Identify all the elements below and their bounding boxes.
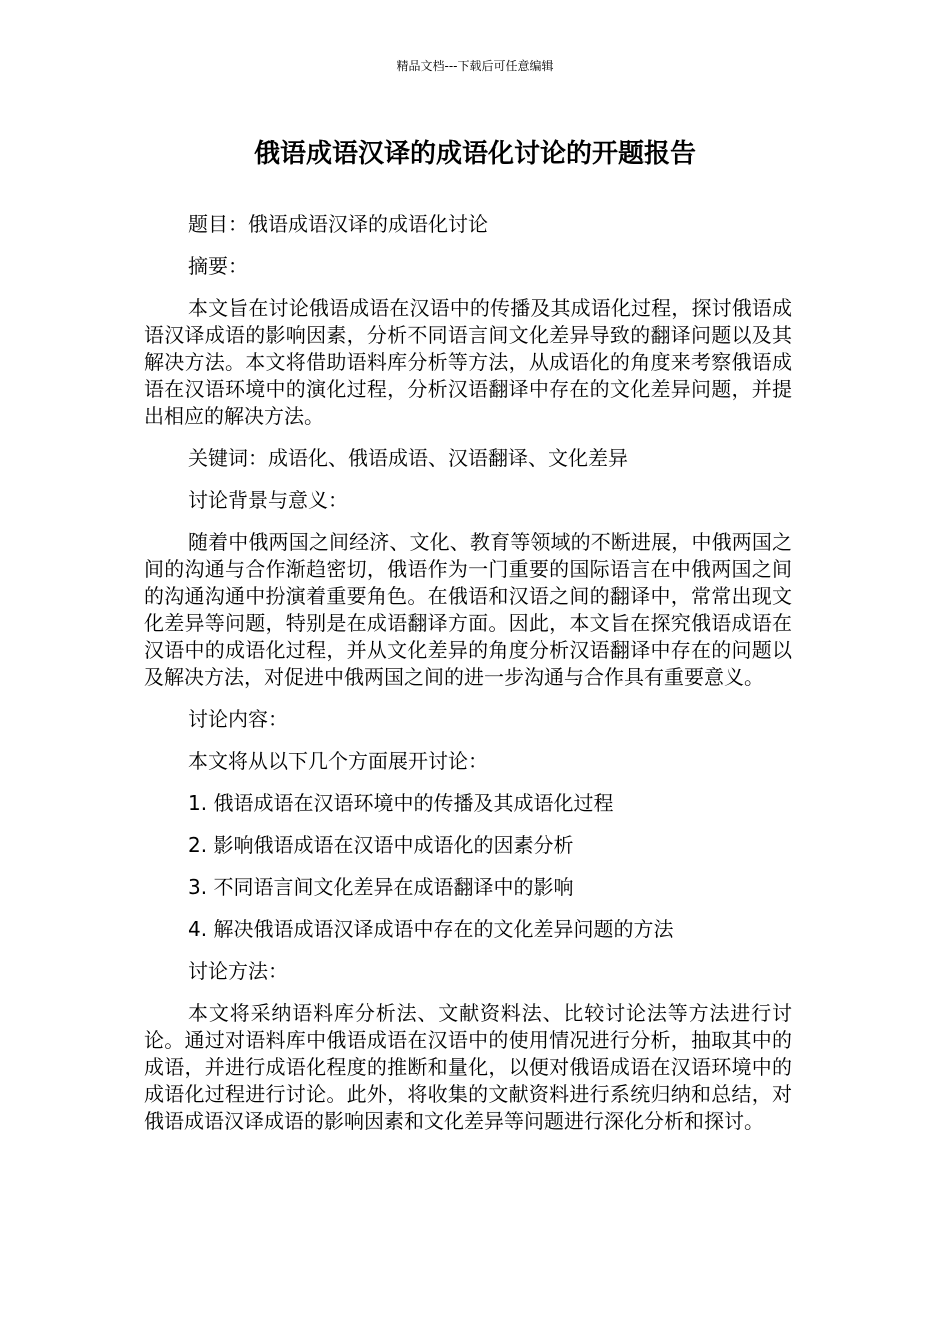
abstract-label: 摘要： [188,254,248,278]
document-title: 俄语成语汉译的成语化讨论的开题报告 [253,139,696,169]
background-paragraph: 随着中俄两国之间经济、文化、教育等领域的不断进展，中俄两国之间的沟通与合作渐趋密切，俄语作为一门重要的国际语言在中俄两国之间的沟通沟通中扮演着重要角色。在俄语和汉语之间的翻译中，常常出现文化差异等问题，特别是在成语翻译方面。因此，本文旨在探究俄语成语在汉语中的成语化过程，并从文化差异的角度分析汉语翻译中存在的问题以及解决方法，对促进中俄两国之间的进一步沟通与合作具有重要意义。 [144,530,792,689]
content-list-item: 1. 俄语成语在汉语环境中的传播及其成语化过程 [188,791,614,815]
content-label: 讨论内容： [188,707,288,731]
header-note: 精品文档---下载后可任意编辑 [396,59,554,73]
method-label: 讨论方法： [188,959,288,983]
abstract-paragraph: 本文旨在讨论俄语成语在汉语中的传播及其成语化过程，探讨俄语成语汉译成语的影响因素，分析不同语言间文化差异导致的翻译问题以及其解决方法。本文将借助语料库分析等方法，从成语化的角度来考察俄语成语在汉语环境中的演化过程，分析汉语翻译中存在的文化差异问题，并提出相应的解决方法。 [144,296,792,428]
content-intro: 本文将从以下几个方面展开讨论： [188,749,488,773]
keywords-line: 关键词：成语化、俄语成语、汉语翻译、文化差异 [188,446,628,470]
document-body [144,211,792,1150]
content-list-item: 4. 解决俄语成语汉译成语中存在的文化差异问题的方法 [188,917,674,941]
content-list-item: 2. 影响俄语成语在汉语中成语化的因素分析 [188,833,574,857]
method-paragraph: 本文将采纳语料库分析法、文献资料法、比较讨论法等方法进行讨论。通过对语料库中俄语成语在汉语中的使用情况进行分析，抽取其中的成语，并进行成语化程度的推断和量化，以便对俄语成语在汉语环境中的成语化过程进行讨论。此外，将收集的文献资料进行系统归纳和总结，对俄语成语汉译成语的影响因素和文化差异等问题进行深化分析和探讨。 [144,1001,792,1133]
content-list-item: 3. 不同语言间文化差异在成语翻译中的影响 [188,875,574,899]
topic-line: 题目：俄语成语汉译的成语化讨论 [188,212,488,236]
background-label: 讨论背景与意义： [188,488,348,512]
